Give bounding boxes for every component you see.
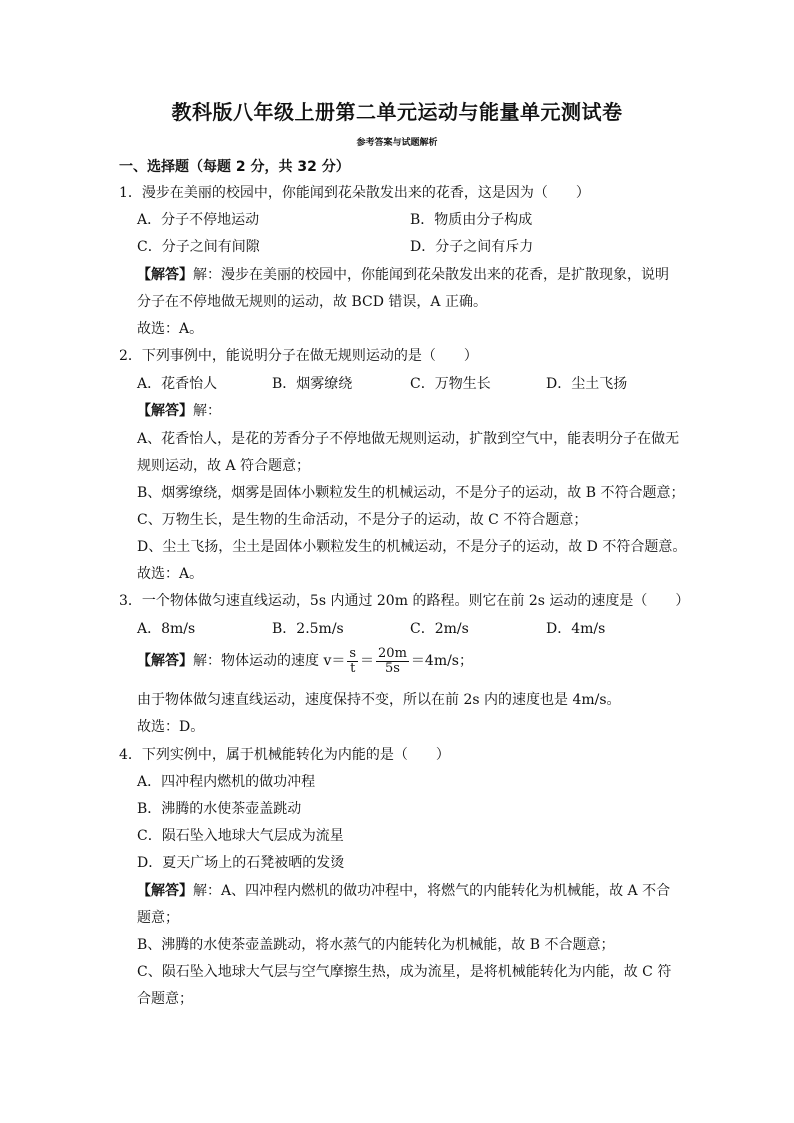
q2-answer-d: D、尘土飞扬，尘土是固体小颗粒发生的机械运动，不是分子的运动，故 D 不符合题意。	[137, 539, 687, 555]
answer-tag: 【解答】	[137, 267, 193, 283]
q2-option-b: B．烟雾缭绕	[272, 376, 353, 392]
q1-answer-text-1: 解：漫步在美丽的校园中，你能闻到花朵散发出来的花香，是扩散现象，说明	[193, 267, 669, 283]
q2-answer-line-1	[137, 402, 221, 420]
q1-option-a: A．分子不停地运动	[137, 212, 260, 228]
q3-answer-line-1	[137, 646, 473, 676]
answer-tag: 【解答】	[137, 883, 193, 899]
q4-answer-a-1: 解：A、四冲程内燃机的做功冲程中，将燃气的内能转化为机械能，故 A 不合	[193, 883, 671, 899]
page-subtitle: 参考答案与试题解析	[356, 138, 438, 148]
q3-option-a: A．8m/s	[137, 621, 196, 637]
q3-answer-post: ＝4m/s；	[410, 653, 473, 669]
q3-stem: 3．一个物体做匀速直线运动，5s 内通过 20m 的路程。则它在前 2s 运动的速度是（ ）	[119, 593, 690, 609]
q2-option-a: A．花香怡人	[137, 376, 218, 392]
q4-option-c: C．陨石坠入地球大气层成为流星	[137, 828, 344, 844]
answer-tag: 【解答】	[137, 403, 193, 419]
q3-option-b: B．2.5m/s	[272, 621, 344, 637]
q4-option-b: B．沸腾的水使茶壶盖跳动	[137, 801, 302, 817]
q1-option-d: D．分子之间有斥力	[410, 239, 534, 255]
q4-option-d: D．夏天广场上的石凳被晒的发烫	[137, 855, 345, 871]
fraction-denominator: 5s	[384, 660, 400, 676]
q1-answer-line-1	[137, 266, 669, 284]
q4-answer-line-1	[137, 882, 670, 900]
q1-answer-line-2: 分子在不停地做无规则的运动，故 BCD 错误，A 正确。	[137, 294, 487, 310]
q2-answer-a-2: 规则运动，故 A 符合题意；	[137, 458, 311, 474]
q3-option-d: D．4m/s	[546, 621, 606, 637]
q2-answer-a-1: A、花香怡人，是花的芳香分子不停地做无规则运动，扩散到空气中，能表明分子在做无	[137, 431, 680, 447]
q2-answer-b: B、烟雾缭绕，烟雾是固体小颗粒发生的机械运动，不是分子的运动，故 B 不符合题意；	[137, 485, 685, 501]
q4-answer-c-2: 合题意；	[137, 991, 193, 1007]
fraction-denominator: t	[350, 660, 356, 676]
q4-answer-b: B、沸腾的水使茶壶盖跳动，将水蒸气的内能转化为机械能，故 B 不合题意；	[137, 937, 615, 953]
q4-answer-c-1: C、陨石坠入地球大气层与空气摩擦生热，成为流星，是将机械能转化为内能，故 C 符	[137, 964, 672, 980]
q3-choice: 故选：D。	[137, 719, 205, 735]
q2-option-c: C．万物生长	[410, 376, 491, 392]
q3-answer-pre: 解：物体运动的速度 v＝	[193, 653, 346, 669]
q3-option-c: C．2m/s	[410, 621, 469, 637]
equals-sign: ＝	[360, 653, 375, 669]
answer-tag: 【解答】	[137, 653, 193, 669]
q2-option-d: D．尘土飞扬	[546, 376, 628, 392]
q4-answer-a-2: 题意；	[137, 910, 179, 926]
q1-option-b: B．物质由分子构成	[410, 212, 533, 228]
section-heading: 一、选择题（每题 2 分，共 32 分）	[119, 159, 350, 175]
q2-answer-text-0: 解：	[193, 403, 221, 419]
q1-stem: 1．漫步在美丽的校园中，你能闻到花朵散发出来的花香，这是因为（ ）	[119, 185, 590, 201]
fraction-numerator: 20m	[378, 645, 407, 661]
q4-option-a: A．四冲程内燃机的做功冲程	[137, 774, 316, 790]
q2-stem: 2．下列事例中，能说明分子在做无规则运动的是（ ）	[119, 348, 478, 364]
q2-choice: 故选：A。	[137, 566, 204, 582]
fraction-s-over-t	[347, 647, 358, 676]
q1-choice: 故选：A。	[137, 321, 204, 337]
q3-answer-line-2: 由于物体做匀速直线运动，速度保持不变，所以在前 2s 内的速度也是 4m/s。	[137, 692, 621, 708]
q4-stem: 4．下列实例中，属于机械能转化为内能的是（ ）	[119, 747, 450, 763]
page-title: 教科版八年级上册第二单元运动与能量单元测试卷	[171, 100, 623, 124]
fraction-numerator: s	[349, 645, 357, 661]
fraction-20m-over-5s	[376, 647, 409, 676]
q1-option-c: C．分子之间有间隙	[137, 239, 260, 255]
q2-answer-c: C、万物生长，是生物的生命活动，不是分子的运动，故 C 不符合题意；	[137, 512, 588, 528]
